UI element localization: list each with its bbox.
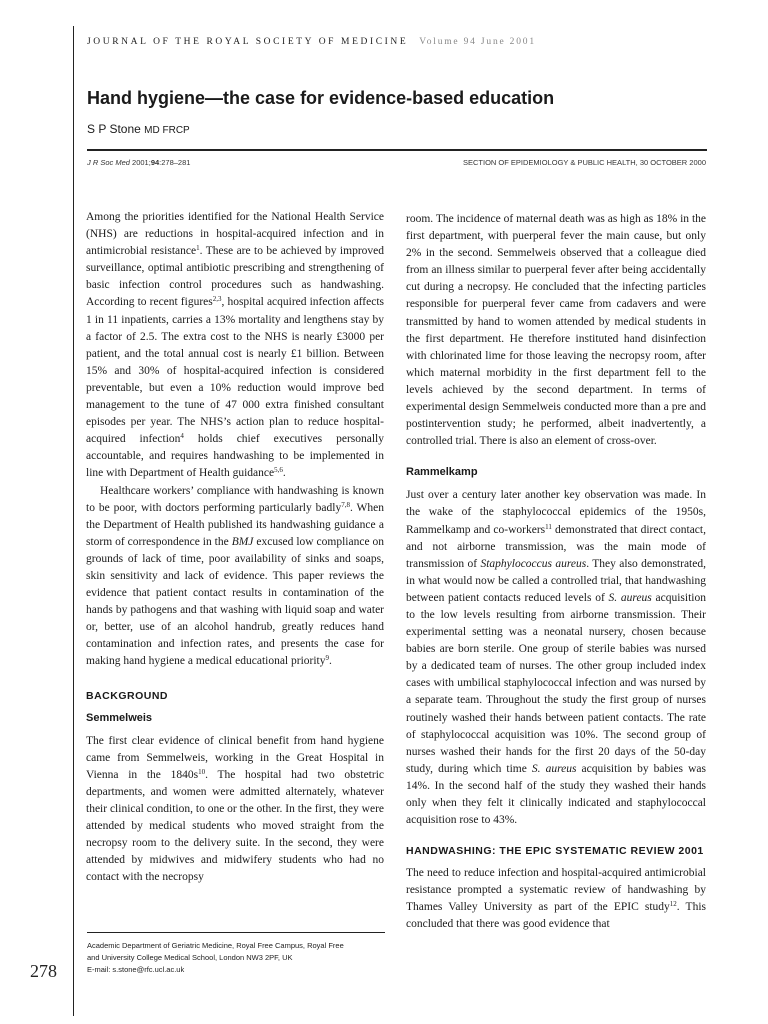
- title-divider: [87, 149, 707, 151]
- semmelweis-continued-paragraph: room. The incidence of maternal death was as high as 18% in the first department, with puerperal fever the main cause, but only 2% in the second. Semmelweis observed that a colleague died from an illness similar to puerperal fever after being accidentally cut during a necropsy. He concluded that the infecting particles responsible for puerperal fever came from cadavers and were transmitted by hand to women attended by medical students in the first department. He therefore instituted hand disinfection with chlorinated lime for those leaving the necropsy room, after which maternal morbidity in the first department fell to the levels achieved by the second department. In terms of experimental design Semmelweis conducted more than a pre and postintervention study; he performed, albeit inadvertently, a controlled trial. There is also an element of cross-over.: [406, 213, 706, 448]
- footnote-rule: [87, 932, 385, 933]
- semmelweis-paragraph: The first clear evidence of clinical benefit from hand hygiene came from Semmelweis, working in the Great Hospital in Vienna in the $1840s^{10}$. The hospital had two obstetric departments, and women were admitted alternately, whatever their clinical condition, to one or the other. In the first, they were attended by medical students who moved straight from the necropsy room to the delivery suite. In the second, they were attended by midwives and midwifery students who had no contact with the necropsy: [86, 734, 384, 884]
- article-title: Hand hygiene—the case for evidence-based education: [87, 88, 555, 108]
- author-line: [87, 122, 190, 136]
- running-head: [87, 37, 687, 47]
- footnote-line-1: Academic Department of Geriatric Medicine, Royal Free Campus, Royal Free: [87, 941, 344, 950]
- citation: [87, 158, 190, 167]
- intro-paragraph-2: Healthcare workers’ compliance with handwashing is known to be poor, with doctors performing particularly badly$^{7,8}$. When the Department of Health published its handwashing guidance a storm of correspondence in the BMJ excused low compliance on grounds of lack of time, poor availability of sinks and soaps, skin sensitivity and lack of evidence. This paper reviews the evidence that patient contact results in contamination of the hands by pathogens and that washing with liquid soap and water or, better, use of an alcohol handrub, greatly reduces hand contamination and infection rates, and presents the case for making hand hygiene a medical educational priority$^9$.: [86, 484, 384, 668]
- volume-date: Volume 94 June 2001: [419, 37, 536, 47]
- intro-paragraph-1: Among the priorities identified for the National Health Service (NHS) are reductions in hospital-acquired infection and in antimicrobial resistance$^1$. These are to be achieved by improved surveillance, optimal antibiotic prescribing and strengthening of basic infection control procedures such as handwashing. According to recent figures$^{2,3}$, hospital acquired infection affects 1 in 11 inpatients, carries a 13% mortality and lengthens stay by a factor of 2.5. The extra cost to the NHS is nearly £3000 per patient, and the total annual cost is nearly £1 billion. Between 15% and 30% of hospital-acquired infection is considered preventable, but even a 10% reduction would improve bed management to the tune of 47 000 extra finished consultant episodes per year. The NHS’s action plan to reduce hospital-acquired infection$^4$ holds chief executives personally accountable, and requires handwashing to be implemented in line with Department of Health guidance$^{5,6}$.: [86, 211, 385, 480]
- epic-paragraph: The need to reduce infection and hospital-acquired antimicrobial resistance prompted a systematic review of handwashing by Thames Valley University as part of the EPIC study$^{12}$. This concluded that there was good evidence that: [406, 867, 706, 931]
- citation-journal: J R Soc Med: [87, 158, 130, 167]
- author-affiliation-footnote: [87, 940, 387, 976]
- right-column: [406, 211, 706, 934]
- citation-volume: 94: [150, 158, 160, 167]
- section-note: SECTION OF EPIDEMIOLOGY & PUBLIC HEALTH, 30 OCTOBER 2000: [463, 158, 706, 167]
- journal-name: JOURNAL OF THE ROYAL SOCIETY OF MEDICINE: [87, 37, 409, 47]
- author-name: S P Stone: [87, 122, 141, 136]
- left-column: [86, 209, 384, 886]
- page-number: 278: [30, 961, 57, 981]
- citation-pages: :278–281: [159, 158, 191, 167]
- author-degrees: MD FRCP: [144, 125, 190, 136]
- citation-year: 2001;: [132, 158, 151, 167]
- rammelkamp-heading: Rammelkamp: [406, 466, 478, 479]
- rammelkamp-paragraph: Just over a century later another key observation was made. In the wake of the staphylococcal epidemics of the 1950s, Rammelkamp and co-workers$^{11}$ demonstrated that direct contact, and not airborne transmission, was the main mode of transmission of Staphylococcus aureus. They also demonstrated, in what would now be called a controlled trial, that handwashing between patient contacts reduced levels of S. aureus acquisition to the low levels resulting from airborne transmission. Their experimental setting was a neonatal nursery, chosen because babies are born sterile. One group of sterile babies was nursed by a dedicated team of nurses. The other group included index cases with umbilical staphylococcal infection and was nursed by a separate team. Throughout the study the first group of nurses routinely washed their hands between patient contacts. The rate of staphylococcal acquisition was 10%. The second group of nurses washed their hands for the first 20 days of the 50-day study, during which time S. aureus acquisition by babies was 14%. In the second half of the study they washed their hands only when they felt it clinically indicated and staphylococcal acquisition rose to 43%.: [406, 489, 706, 827]
- epic-heading: HANDWASHING: THE EPIC SYSTEMATIC REVIEW 2001: [406, 845, 704, 858]
- footnote-line-2: and University College Medical School, London NW3 2PF, UK: [87, 953, 293, 962]
- footnote-email[interactable]: E-mail: s.stone@rfc.ucl.ac.uk: [87, 965, 185, 974]
- margin-rule: [73, 26, 74, 1016]
- semmelweis-heading: Semmelweis: [86, 711, 153, 724]
- background-heading: BACKGROUND: [86, 689, 168, 702]
